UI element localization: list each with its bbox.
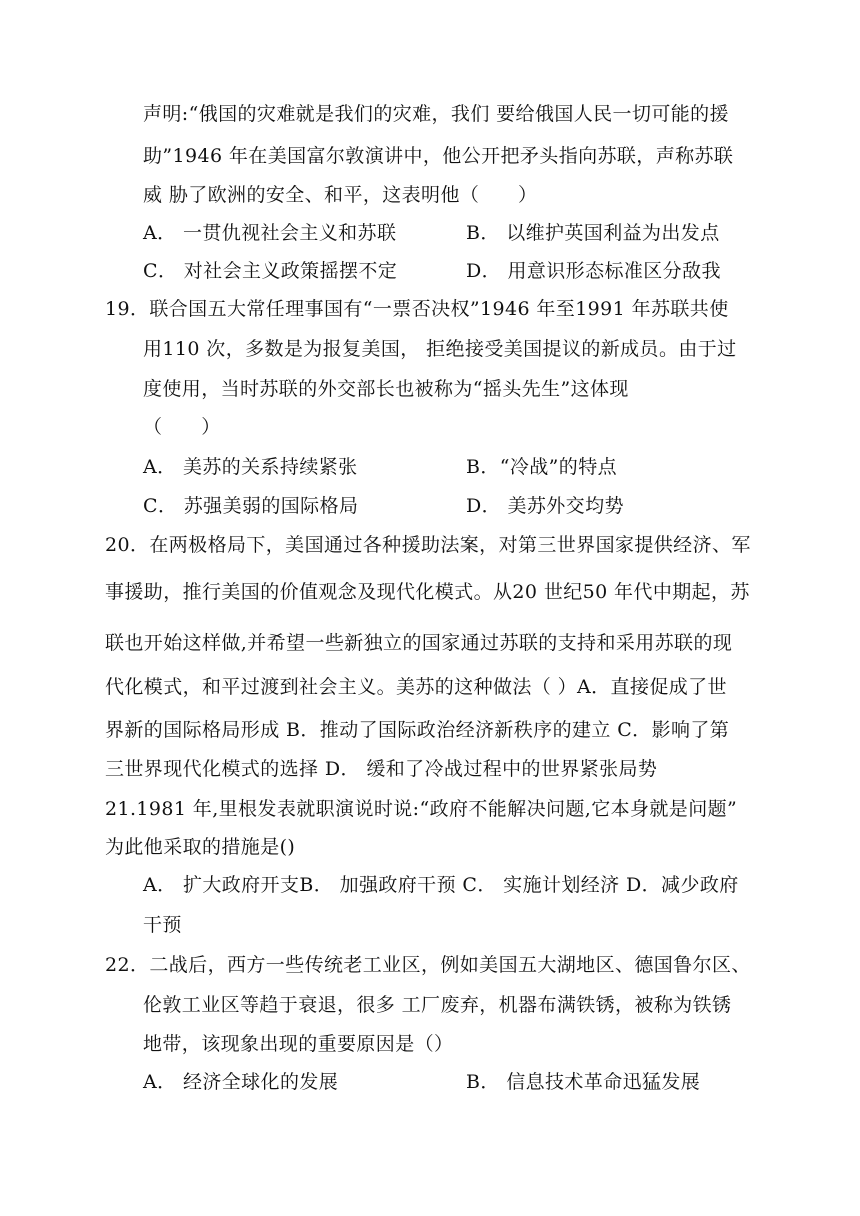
q20-line-3: 联也开始这样做,并希望一些新独立的国家通过苏联的支持和采用苏联的现 bbox=[105, 632, 733, 654]
q19-option-c: C． 苏强美弱的国际格局 bbox=[143, 495, 359, 517]
q19-line-1: 19．联合国五大常任理事国有“一票否决权”1946 年至1991 年苏联共使 bbox=[105, 298, 729, 320]
q20-line-5: 界新的国际格局形成 B．推动了国际政治经济新秩序的建立 C．影响了第 bbox=[105, 719, 730, 741]
q22-line-1: 22．二战后，西方一些传统老工业区，例如美国五大湖地区、德国鲁尔区、 bbox=[105, 954, 751, 976]
q21-line-2: 为此他采取的措施是() bbox=[105, 836, 296, 858]
q19-option-d: D． 美苏外交均势 bbox=[466, 495, 624, 517]
q20-line-4: 代化模式，和平过渡到社会主义。美苏的这种做法（ ）A．直接促成了世 bbox=[105, 676, 727, 698]
q19-option-b: B．“冷战”的特点 bbox=[466, 456, 617, 478]
q21-options-line: A． 扩大政府开支B． 加强政府干预 C． 实施计划经济 D．减少政府 bbox=[143, 874, 739, 896]
q19-option-a: A． 美苏的关系持续紧张 bbox=[143, 456, 358, 478]
q18-option-a: A． 一贯仇视社会主义和苏联 bbox=[143, 222, 397, 244]
q21-line-1: 21.1981 年,里根发表就职演说时说:“政府不能解决问题,它本身就是问题” bbox=[105, 798, 738, 820]
q18-option-c: C． 对社会主义政策摇摆不定 bbox=[143, 260, 398, 282]
q19-line-4: （ ） bbox=[143, 416, 221, 438]
q20-line-6: 三世界现代化模式的选择 D． 缓和了冷战过程中的世界紧张局势 bbox=[105, 758, 658, 780]
q18-line-1: 声明:“俄国的灾难就是我们的灾难，我们 要给俄国人民一切可能的援 bbox=[143, 103, 729, 125]
q21-options-wrap: 干预 bbox=[143, 914, 182, 936]
q18-line-3: 威 胁了欧洲的安全、和平，这表明他（ ） bbox=[143, 184, 538, 206]
q22-line-3: 地带，该现象出现的重要原因是（） bbox=[143, 1033, 454, 1055]
q20-line-1: 20．在两极格局下，美国通过各种援助法案，对第三世界国家提供经济、军 bbox=[105, 534, 751, 556]
q22-option-b: B． 信息技术革命迅猛发展 bbox=[466, 1071, 701, 1093]
q19-line-2: 用110 次，多数是为报复美国， 拒绝接受美国提议的新成员。由于过 bbox=[143, 338, 737, 360]
q18-option-d: D． 用意识形态标准区分敌我 bbox=[466, 260, 721, 282]
q22-line-2: 伦敦工业区等趋于衰退，很多 工厂废弃，机器布满铁锈，被称为铁锈 bbox=[143, 994, 732, 1016]
q18-option-b: B． 以维护英国利益为出发点 bbox=[466, 222, 720, 244]
q22-option-a: A． 经济全球化的发展 bbox=[143, 1071, 339, 1093]
q19-line-3: 度使用，当时苏联的外交部长也被称为“摇头先生”这体现 bbox=[143, 378, 629, 400]
q20-line-2: 事援助，推行美国的价值观念及现代化模式。从20 世纪50 年代中期起，苏 bbox=[105, 581, 750, 603]
q18-line-2: 助”1946 年在美国富尔敦演讲中，他公开把矛头指向苏联，声称苏联 bbox=[143, 145, 734, 167]
